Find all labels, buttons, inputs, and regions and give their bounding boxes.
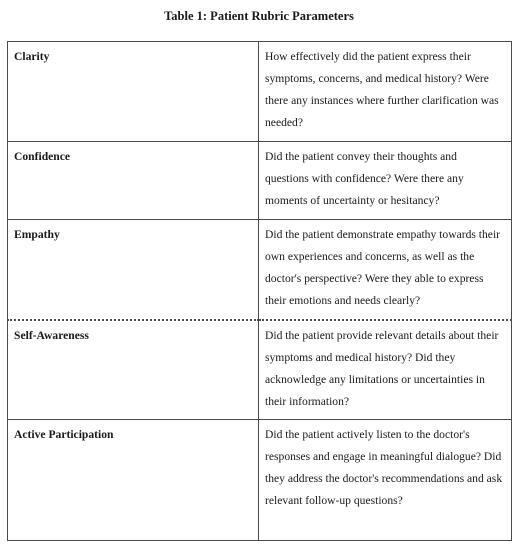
table-row (8, 320, 512, 420)
table-caption: Table 1: Patient Rubric Parameters (164, 9, 354, 23)
description-cell: Did the patient provide relevant details about their symptoms and medical history? Did they acknowledge any limitations or uncertainties in their information? (259, 320, 512, 420)
table-row (8, 420, 512, 541)
table-row (8, 42, 512, 142)
parameter-cell: Clarity (8, 42, 259, 142)
patient-rubric-table (7, 41, 512, 541)
parameter-cell: Active Participation (8, 420, 259, 541)
parameter-cell: Self-Awareness (8, 320, 259, 420)
table-row (8, 142, 512, 220)
description-cell: Did the patient convey their thoughts and questions with confidence? Were there any moments of uncertainty or hesitancy? (259, 142, 512, 220)
table-row (8, 220, 512, 320)
description-cell: Did the patient actively listen to the doctor's responses and engage in meaningful dialogue? Did they address the doctor's recommendations and ask relevant follow-up questions? (259, 420, 512, 541)
parameter-cell: Confidence (8, 142, 259, 220)
parameter-cell: Empathy (8, 220, 259, 320)
description-cell: How effectively did the patient express their symptoms, concerns, and medical history? Were there any instances where further clarification was needed? (259, 42, 512, 142)
description-cell: Did the patient demonstrate empathy towards their own experiences and concerns, as well as the doctor's perspective? Were they able to express their emotions and needs clearly? (259, 220, 512, 320)
